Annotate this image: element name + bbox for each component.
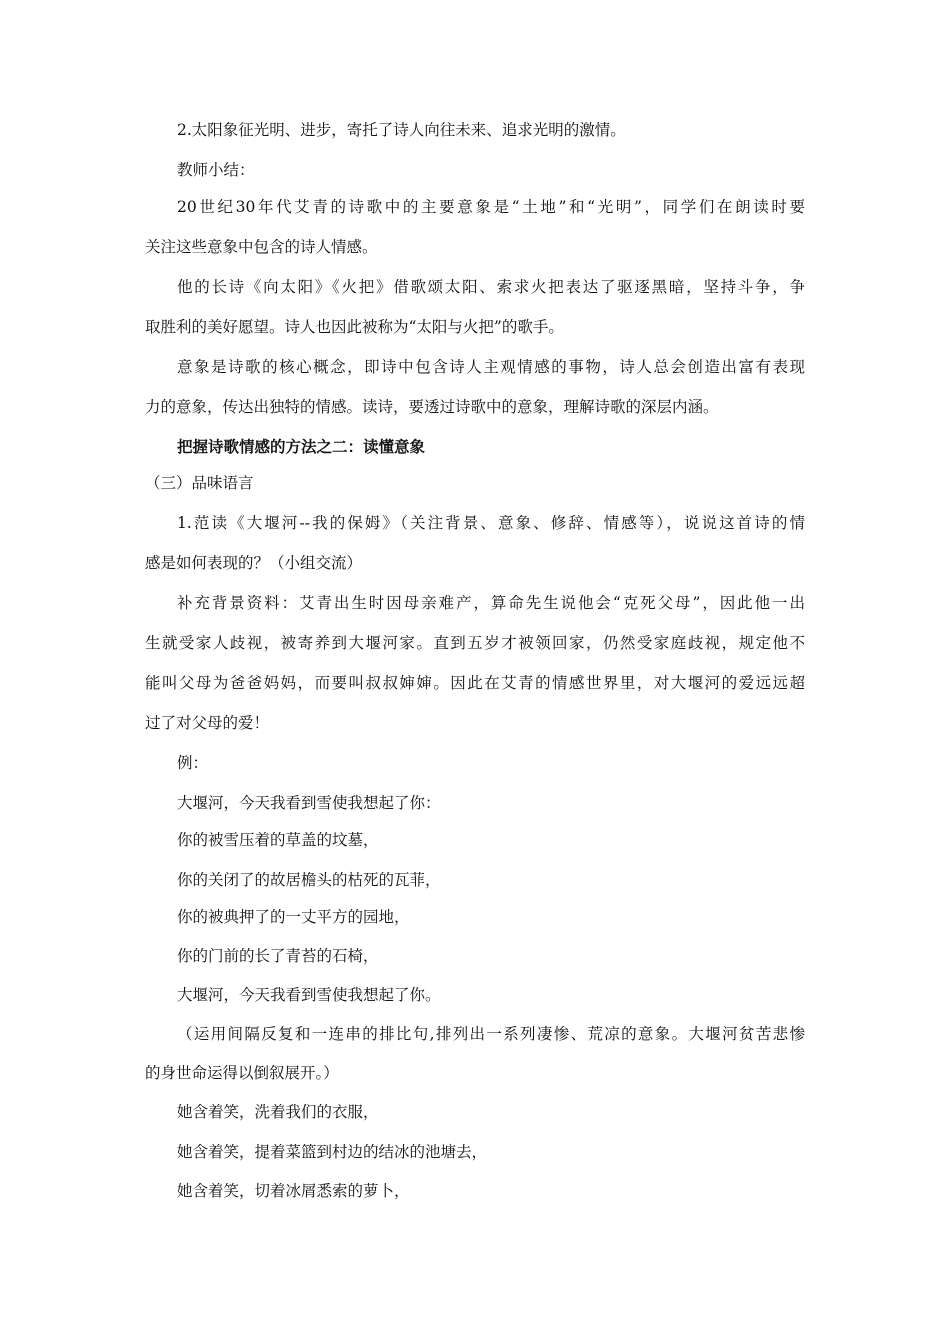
poem-line: 你的被雪压着的草盖的坟墓， bbox=[177, 831, 379, 849]
text-line: 2.太阳象征光明、进步，寄托了诗人向往未来、追求光明的激情。 bbox=[177, 121, 626, 139]
text-line: 能叫父母为爸爸妈妈，而要叫叔叔婶婶。因此在艾青的情感世界里，对大堰河的爱远远超 bbox=[145, 674, 805, 692]
section-heading: （三）品味语言 bbox=[145, 474, 254, 492]
text-line: 教师小结： bbox=[177, 161, 255, 179]
poem-line: 你的门前的长了青苔的石椅， bbox=[177, 947, 379, 965]
text-line: 力的意象，传达出独特的情感。读诗，要透过诗歌中的意象，理解诗歌的深层内涵。 bbox=[145, 398, 719, 416]
section-heading: 把握诗歌情感的方法之二：读懂意象 bbox=[177, 437, 426, 456]
text-line: 过了对父母的爱！ bbox=[145, 714, 270, 732]
text-line: 感是如何表现的？（小组交流） bbox=[145, 554, 363, 572]
text-line: （运用间隔反复和一连串的排比句,排列出一系列凄惨、荒凉的意象。大堰河贫苦悲惨 bbox=[177, 1025, 805, 1043]
text-line: 例： bbox=[177, 754, 209, 772]
text-line: 的身世命运得以倒叙展开。） bbox=[145, 1064, 339, 1082]
poem-line: 她含着笑，洗着我们的衣服， bbox=[177, 1103, 379, 1121]
poem-line: 你的关闭了的故居檐头的枯死的瓦菲， bbox=[177, 871, 441, 889]
text-line: 他的长诗《向太阳》《火把》借歌颂太阳、索求火把表达了驱逐黑暗，坚持斗争，争 bbox=[177, 278, 805, 296]
text-line: 20世纪30年代艾青的诗歌中的主要意象是“土地”和“光明”，同学们在朗读时要 bbox=[177, 198, 805, 216]
poem-line: 她含着笑，提着菜篮到村边的结冰的池塘去， bbox=[177, 1143, 488, 1161]
poem-line: 大堰河，今天我看到雪使我想起了你： bbox=[177, 794, 441, 812]
poem-line: 大堰河，今天我看到雪使我想起了你。 bbox=[177, 986, 441, 1004]
poem-line: 她含着笑，切着冰屑悉索的萝卜， bbox=[177, 1182, 410, 1200]
text-line: 1.范读《大堰河--我的保姆》（关注背景、意象、修辞、情感等），说说这首诗的情 bbox=[177, 514, 805, 532]
text-line: 意象是诗歌的核心概念，即诗中包含诗人主观情感的事物，诗人总会创造出富有表现 bbox=[177, 358, 805, 376]
text-line: 补充背景资料：艾青出生时因母亲难产，算命先生说他会“克死父母”，因此他一出 bbox=[177, 594, 805, 612]
text-line: 生就受家人歧视，被寄养到大堰河家。直到五岁才被领回家，仍然受家庭歧视，规定他不 bbox=[145, 634, 805, 652]
text-line: 取胜利的美好愿望。诗人也因此被称为“太阳与火把”的歌手。 bbox=[145, 318, 564, 336]
poem-line: 你的被典押了的一丈平方的园地， bbox=[177, 908, 410, 926]
text-line: 关注这些意象中包含的诗人情感。 bbox=[145, 238, 378, 256]
